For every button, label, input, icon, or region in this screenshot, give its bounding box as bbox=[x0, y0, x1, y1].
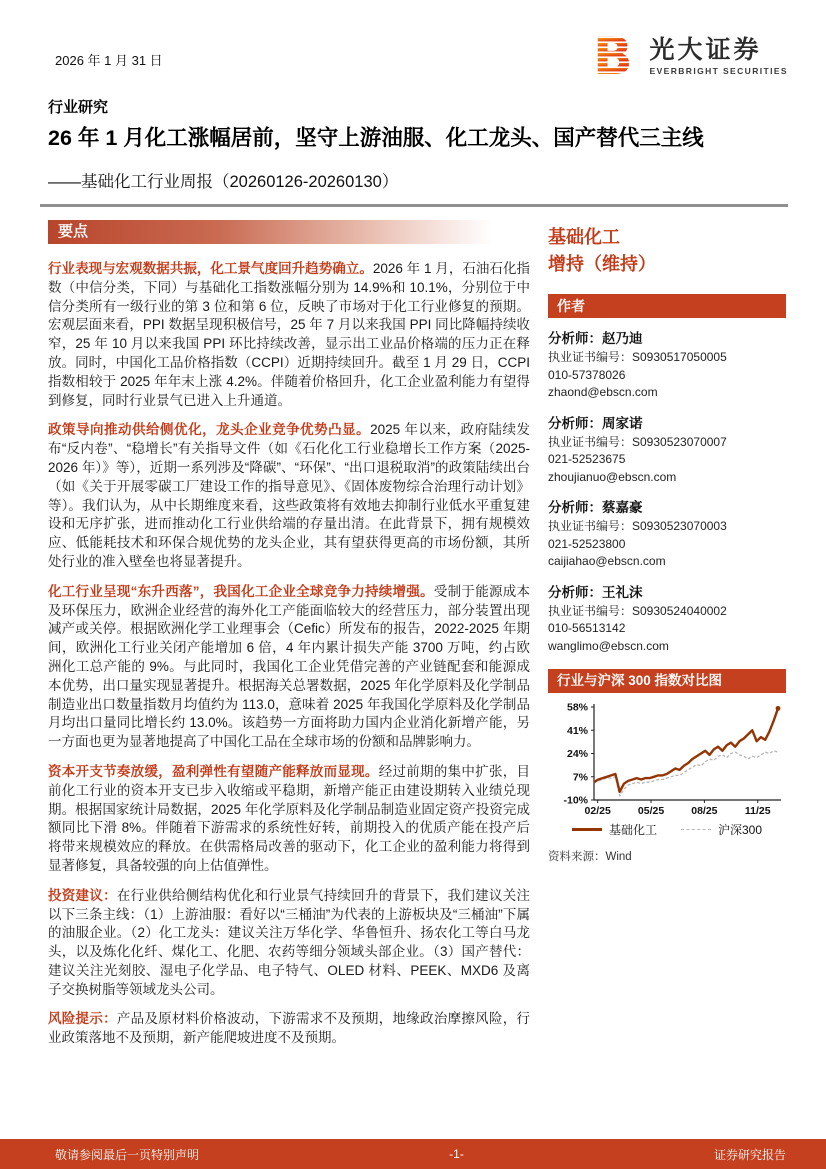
analyst-phone: 021-52523800 bbox=[548, 536, 626, 551]
legend-line-dashed-icon bbox=[681, 829, 711, 830]
analyst-name: 分析师：周家诺 bbox=[548, 415, 643, 431]
analyst-card bbox=[548, 498, 786, 571]
paragraph-body: 受制于能源成本及环保压力，欧洲企业经营的海外化工产能面临较大的经营压力，部分装置出现减产或关停。根据欧洲化学工业理事会（Cefic）所发布的报告，2022-2025 年期间，欧洲化工行业关闭产能增加 6 倍，4 年内累计损失产能 3700 万吨，约占欧洲化工总产能的 9%。与此同时，我国化工企业凭借完善的产业链配套和能源成本优势，出口量实现显著提升。根据海关总署数据，2025 年化学原料及化学制品制造业出口数量指数月均值约为 113.0，意味着 2025 年我国化学原料及化学制品月均出口量同比增长约 13.0%。该趋势一方面将助力国内企业消化新增产能，另一方面也更为显著地提高了中国化工品在全球市场的份额和品牌影响力。 bbox=[48, 583, 531, 750]
paragraph-risk-warning bbox=[48, 1010, 530, 1048]
analyst-email: zhoujianuo@ebscn.com bbox=[548, 469, 677, 484]
footer-report-type: 证券研究报告 bbox=[713, 1147, 786, 1162]
page-number: -1- bbox=[449, 1147, 464, 1161]
legend-item-industry bbox=[572, 821, 657, 838]
legend-label: 基础化工 bbox=[608, 823, 657, 837]
svg-text:08/25: 08/25 bbox=[691, 805, 718, 817]
svg-text:11/25: 11/25 bbox=[744, 805, 771, 817]
index-comparison-block bbox=[548, 669, 786, 864]
analyst-phone: 010-57378026 bbox=[548, 367, 626, 382]
legend-item-csi300 bbox=[681, 821, 762, 838]
report-category: 行业研究 bbox=[48, 99, 109, 116]
paragraph-lead: 政策导向推动供给侧优化，龙头企业竞争优势凸显。 bbox=[48, 422, 371, 438]
paragraph-body: 2026 年 1 月，石油石化指数（中信分类，下同）与基础化工指数涨幅分别为 14.9%和 10.1%，分别位于中信分类所有一级行业的第 3 位和第 6 位，反映了市场对于化工行业修复的预期。宏观层面来看，PPI 数据呈现积极信号，25 年 7 月以来我国 PPI 同比降幅持续收窄，25 年 10 月以来我国 PPI 环比持续改善，显示出工业品价格端的压力正在释放。同时，中国化工品价格指数（CCPI）近期持续回升。截至 1 月 29 日，CCPI 指数相较于 2025 年年末上涨 4.2%。伴随着价格回升，化工企业盈利能力有望得到修复，同时行业景气已进入上升通道。 bbox=[48, 261, 531, 408]
paragraph-body: 产品及原材料价格波动，下游需求不及预期，地缘政治摩擦风险，行业政策落地不及预期，新产能爬坡进度不及预期。 bbox=[48, 1011, 531, 1046]
analyst-name: 分析师：王礼沫 bbox=[548, 584, 643, 600]
header-divider bbox=[40, 204, 788, 207]
paragraph-lead: 资本开支节奏放缓，盈利弹性有望随产能释放而显现。 bbox=[48, 763, 379, 779]
legend-line-solid-icon bbox=[572, 828, 602, 831]
analyst-card bbox=[548, 414, 786, 487]
key-points-header: 要点 bbox=[48, 220, 530, 244]
brand-name-en: EVERBRIGHT SECURITIES bbox=[649, 66, 788, 76]
analyst-phone: 021-52523675 bbox=[548, 452, 626, 466]
svg-text:05/25: 05/25 bbox=[637, 805, 665, 817]
paragraph-global-competitiveness bbox=[48, 583, 530, 752]
paragraph-body: 在行业供给侧结构优化和行业景气持续回升的背景下，我们建议关注以下三条主线：（1）上游油服：看好以“三桶油”为代表的上游板块及“三桶油”下属的油服企业。（2）化工龙头：建议关注万华化学、华鲁恒升、扬农化工等白马龙头，以及炼化化纤、煤化工、化肥、农药等细分领域头部企业。（3）国产替代：建议关注光刻胶、湿电子化学品、电子特气、OLED 材料、PEEK、MXD6 及离子交换树脂等领域龙头公司。 bbox=[48, 887, 531, 997]
svg-text:41%: 41% bbox=[566, 724, 588, 737]
rating-badge: 增持（维持） bbox=[548, 254, 656, 274]
analyst-cert: 执业证书编号：S0930523070003 bbox=[548, 519, 727, 533]
paragraph-investment-advice bbox=[48, 887, 530, 1000]
paragraph-industry-performance bbox=[48, 260, 530, 410]
report-title: 26 年 1 月化工涨幅居前，坚守上游油服、化工龙头、国产替代三主线 bbox=[48, 126, 704, 150]
report-date: 2026 年 1 月 31 日 bbox=[55, 53, 163, 68]
paragraph-lead: 行业表现与宏观数据共振，化工景气度回升趋势确立。 bbox=[48, 261, 373, 276]
svg-text:-10%: -10% bbox=[563, 794, 588, 807]
industry-name: 基础化工 bbox=[548, 227, 620, 247]
legend-label: 沪深300 bbox=[717, 823, 763, 837]
analyst-email: wanglimo@ebscn.com bbox=[548, 638, 669, 653]
svg-text:02/25: 02/25 bbox=[584, 805, 611, 817]
everbright-b-mark-icon bbox=[596, 32, 640, 80]
chart-legend bbox=[548, 821, 786, 838]
paragraph-lead: 投资建议： bbox=[48, 887, 117, 903]
svg-text:58%: 58% bbox=[566, 701, 588, 714]
svg-text:24%: 24% bbox=[566, 748, 588, 760]
sidebar-column bbox=[548, 224, 786, 864]
analyst-cert: 执业证书编号：S0930524040002 bbox=[548, 603, 727, 618]
chart-title: 行业与沪深 300 指数对比图 bbox=[548, 669, 786, 693]
paragraph-policy bbox=[48, 421, 530, 571]
data-source: 资料来源：Wind bbox=[548, 851, 632, 863]
paragraph-lead: 风险提示： bbox=[48, 1011, 117, 1027]
footer-bar bbox=[0, 1139, 826, 1169]
paragraph-body: 经过前期的集中扩张，目前化工行业的资本开支已步入收缩或平稳期，新增产能正由建设期转入业绩兑现期。根据国家统计局数据，2025 年化学原料及化学制品制造业固定资产投资完成额同比下滑 8%。伴随着下游需求的系统性好转，前期投入的优质产能在投产后将带来规模效应的释放。在供需格局改善的驱动下，化工企业的盈利能力将得到显著修复，具备较强的向上估值弹性。 bbox=[48, 763, 531, 873]
svg-text:7%: 7% bbox=[572, 771, 588, 784]
paragraph-lead: 化工行业呈现“东升西落”，我国化工企业全球竞争力持续增强。 bbox=[48, 583, 434, 599]
analyst-cert: 执业证书编号：S0930523070007 bbox=[548, 434, 727, 449]
index-comparison-chart bbox=[548, 699, 786, 819]
key-points-column bbox=[48, 220, 530, 1059]
analyst-card bbox=[548, 583, 786, 656]
everbright-logo bbox=[596, 32, 789, 80]
analyst-card bbox=[548, 329, 786, 402]
report-subtitle: ——基础化工行业周报（20260126-20260130） bbox=[48, 173, 399, 191]
brand-name-cn: 光大证券 bbox=[649, 36, 762, 64]
paragraph-body: 2025 年以来，政府陆续发布“反内卷”、“稳增长”有关指导文件（如《石化化工行业稳增长工作方案（2025-2026 年）》等），近期一系列涉及“降碳”、“环保”、“出口退税取消”的政策陆续出台（如《关于开展零碳工厂建设工作的指导意见》、《固体废物综合治理行动计划》等）。我们认为，从中长期维度来看，这些政策将有效地去抑制行业低水平重复建设和无序扩张，进而推动化工行业供给端的存量出清。在此背景下，拥有规模效应、低能耗技术和环保合规优势的龙头企业，其有望获得更高的市场份额，其所处行业的准入壁垒也将显著提升。 bbox=[48, 422, 530, 569]
authors-header: 作者 bbox=[548, 294, 786, 318]
footer-disclaimer: 敬请参阅最后一页特别声明 bbox=[55, 1147, 200, 1162]
analyst-email: zhaond@ebscn.com bbox=[548, 385, 658, 399]
analyst-name: 分析师：蔡嘉豪 bbox=[548, 500, 643, 515]
analyst-email: caijiahao@ebscn.com bbox=[548, 554, 666, 568]
paragraph-capex bbox=[48, 763, 530, 876]
analyst-cert: 执业证书编号：S0930517050005 bbox=[548, 350, 727, 364]
analyst-phone: 010-56513142 bbox=[548, 621, 626, 635]
analyst-name: 分析师：赵乃迪 bbox=[548, 331, 643, 346]
